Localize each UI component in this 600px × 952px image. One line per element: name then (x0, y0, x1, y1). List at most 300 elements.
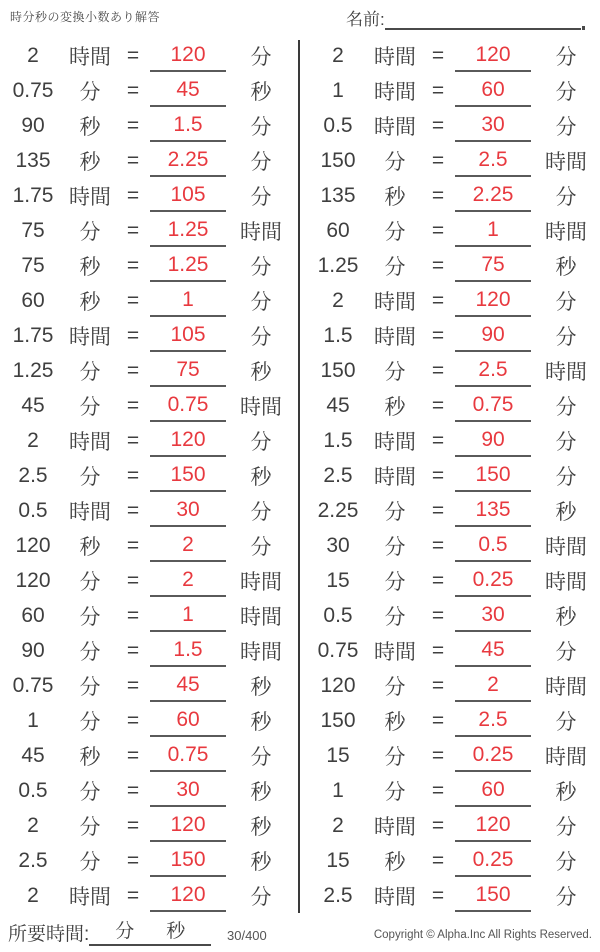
answer-value: 120 (455, 285, 531, 317)
equals-sign: = (126, 638, 140, 662)
problem-unit-from: 秒 (384, 710, 406, 734)
problem-unit-to: 分 (555, 290, 577, 314)
problem-unit-from: 分 (79, 395, 101, 419)
equals-sign: = (431, 813, 445, 837)
problem-row (4, 808, 299, 843)
problem-unit-to: 分 (250, 290, 272, 314)
problem-unit-to: 分 (555, 430, 577, 454)
equals-sign: = (431, 183, 445, 207)
equals-sign: = (126, 813, 140, 837)
answer-value: 2.5 (455, 145, 531, 177)
problems-area (0, 38, 600, 913)
equals-sign: = (126, 533, 140, 557)
problem-row (309, 598, 600, 633)
answer-value: 0.25 (455, 740, 531, 772)
problem-value: 1.25 (317, 253, 359, 277)
answer-value: 0.5 (455, 530, 531, 562)
problem-row (309, 73, 600, 108)
problem-value: 0.75 (317, 638, 359, 662)
problem-row (4, 528, 299, 563)
problem-value: 60 (21, 603, 45, 627)
equals-sign: = (431, 113, 445, 137)
answer-value: 135 (455, 495, 531, 527)
answer-value: 1.25 (150, 250, 226, 282)
answer-value: 1.5 (150, 110, 226, 142)
equals-sign: = (126, 708, 140, 732)
problem-unit-to: 分 (555, 185, 577, 209)
answer-value: 1 (455, 215, 531, 247)
problem-unit-to: 時間 (545, 675, 587, 699)
problem-unit-from: 分 (384, 535, 406, 559)
problem-value: 120 (15, 533, 51, 557)
problem-unit-to: 秒 (250, 80, 272, 104)
problem-unit-from: 時間 (374, 465, 416, 489)
problem-value: 2 (27, 813, 39, 837)
equals-sign: = (126, 43, 140, 67)
problem-row (4, 493, 299, 528)
problem-unit-to: 分 (250, 185, 272, 209)
problem-row (309, 878, 600, 913)
problem-unit-to: 時間 (240, 640, 282, 664)
problem-unit-to: 分 (555, 80, 577, 104)
answer-value: 90 (455, 320, 531, 352)
problem-unit-from: 分 (79, 360, 101, 384)
problems-column-right (299, 38, 600, 913)
answer-value: 2.25 (150, 145, 226, 177)
answer-value: 120 (150, 425, 226, 457)
page-title: 時分秒の変換小数あり解答 (10, 10, 161, 24)
problem-unit-to: 分 (250, 255, 272, 279)
problem-value: 15 (326, 568, 350, 592)
problem-value: 45 (21, 743, 45, 767)
problem-value: 15 (326, 848, 350, 872)
equals-sign: = (431, 393, 445, 417)
problem-row (4, 598, 299, 633)
answer-value: 60 (150, 705, 226, 737)
problem-row (4, 38, 299, 73)
answer-value: 150 (150, 845, 226, 877)
equals-sign: = (431, 148, 445, 172)
equals-sign: = (126, 218, 140, 242)
problem-unit-to: 分 (250, 885, 272, 909)
name-field (346, 5, 581, 30)
problem-unit-to: 秒 (250, 675, 272, 699)
answer-value: 60 (455, 75, 531, 107)
problem-value: 45 (21, 393, 45, 417)
second-unit-label: 秒 (166, 921, 186, 942)
problem-row (4, 423, 299, 458)
problem-unit-from: 分 (384, 745, 406, 769)
equals-sign: = (126, 393, 140, 417)
problem-unit-to: 時間 (545, 745, 587, 769)
problem-unit-from: 分 (384, 780, 406, 804)
problem-unit-from: 秒 (79, 535, 101, 559)
problem-value: 1 (332, 78, 344, 102)
problem-unit-to: 秒 (250, 780, 272, 804)
problem-row (309, 808, 600, 843)
equals-sign: = (431, 498, 445, 522)
problem-unit-from: 時間 (69, 325, 111, 349)
problem-unit-from: 秒 (384, 850, 406, 874)
equals-sign: = (126, 253, 140, 277)
equals-sign: = (431, 43, 445, 67)
problem-value: 0.75 (12, 78, 54, 102)
problem-row (4, 388, 299, 423)
problem-unit-to: 秒 (555, 780, 577, 804)
problem-value: 0.5 (323, 113, 353, 137)
problem-row (309, 248, 600, 283)
answer-value: 120 (150, 40, 226, 72)
problem-row (309, 458, 600, 493)
problem-value: 75 (21, 218, 45, 242)
answer-value: 45 (150, 670, 226, 702)
problem-unit-from: 時間 (374, 640, 416, 664)
problem-row (309, 773, 600, 808)
problems-column-left (0, 38, 299, 913)
problem-unit-from: 分 (384, 360, 406, 384)
problem-value: 135 (320, 183, 356, 207)
problem-unit-from: 分 (79, 80, 101, 104)
answer-value: 2 (150, 565, 226, 597)
problem-value: 1.75 (12, 183, 54, 207)
equals-sign: = (126, 288, 140, 312)
problem-unit-from: 時間 (69, 45, 111, 69)
problem-value: 2.5 (323, 883, 353, 907)
equals-sign: = (126, 183, 140, 207)
problem-value: 0.5 (18, 498, 48, 522)
elapsed-time-field (8, 916, 211, 946)
answer-value: 75 (455, 250, 531, 282)
problem-unit-to: 分 (555, 395, 577, 419)
problem-row (309, 213, 600, 248)
problem-unit-from: 秒 (384, 185, 406, 209)
problem-row (4, 283, 299, 318)
problem-row (4, 213, 299, 248)
problem-value: 45 (326, 393, 350, 417)
problem-unit-to: 秒 (250, 465, 272, 489)
problem-row (4, 703, 299, 738)
problem-unit-to: 分 (250, 45, 272, 69)
problem-unit-from: 秒 (79, 290, 101, 314)
problem-unit-from: 時間 (374, 815, 416, 839)
problem-unit-to: 秒 (250, 850, 272, 874)
answer-value: 75 (150, 355, 226, 387)
equals-sign: = (431, 743, 445, 767)
problem-unit-to: 分 (555, 45, 577, 69)
problem-value: 60 (326, 218, 350, 242)
problem-row (309, 283, 600, 318)
problem-row (309, 493, 600, 528)
problem-unit-from: 分 (384, 220, 406, 244)
elapsed-time-blank-line (89, 916, 211, 946)
answer-value: 105 (150, 180, 226, 212)
problem-unit-from: 時間 (374, 80, 416, 104)
problem-unit-from: 時間 (374, 290, 416, 314)
problem-unit-from: 時間 (69, 185, 111, 209)
problem-unit-from: 秒 (79, 115, 101, 139)
answer-value: 45 (150, 75, 226, 107)
problem-row (4, 773, 299, 808)
answer-value: 120 (455, 40, 531, 72)
equals-sign: = (126, 323, 140, 347)
equals-sign: = (431, 708, 445, 732)
answer-value: 1.5 (150, 635, 226, 667)
problem-value: 2 (27, 428, 39, 452)
problem-value: 2 (332, 43, 344, 67)
problem-value: 2 (332, 288, 344, 312)
equals-sign: = (431, 638, 445, 662)
problem-value: 90 (21, 638, 45, 662)
problem-unit-from: 分 (384, 605, 406, 629)
answer-value: 2 (150, 530, 226, 562)
problem-value: 0.5 (18, 778, 48, 802)
equals-sign: = (126, 498, 140, 522)
problem-value: 2.25 (317, 498, 359, 522)
equals-sign: = (126, 113, 140, 137)
problem-row (4, 633, 299, 668)
problem-unit-from: 時間 (374, 115, 416, 139)
problem-value: 150 (320, 708, 356, 732)
problem-value: 60 (21, 288, 45, 312)
answer-value: 105 (150, 320, 226, 352)
problem-unit-from: 分 (79, 850, 101, 874)
problem-value: 2.5 (323, 463, 353, 487)
problem-unit-from: 分 (79, 605, 101, 629)
equals-sign: = (126, 78, 140, 102)
problem-row (4, 318, 299, 353)
answer-value: 2 (455, 670, 531, 702)
answer-value: 2.5 (455, 355, 531, 387)
problem-value: 120 (320, 673, 356, 697)
answer-value: 120 (150, 880, 226, 912)
name-line-end-tick (582, 26, 585, 30)
answer-value: 150 (455, 460, 531, 492)
answer-value: 60 (455, 775, 531, 807)
problem-row (4, 353, 299, 388)
copyright-notice: Copyright © Alpha.Inc All Rights Reserved. (373, 929, 592, 941)
problem-unit-from: 秒 (384, 395, 406, 419)
problem-row (309, 38, 600, 73)
answer-value: 150 (150, 460, 226, 492)
problem-row (309, 353, 600, 388)
equals-sign: = (431, 603, 445, 627)
problem-unit-to: 分 (250, 535, 272, 559)
problem-unit-to: 分 (250, 430, 272, 454)
problem-unit-to: 分 (250, 500, 272, 524)
answer-value: 30 (150, 495, 226, 527)
problem-unit-from: 分 (79, 675, 101, 699)
problem-unit-from: 秒 (79, 150, 101, 174)
name-label: 名前: (346, 10, 385, 29)
problem-unit-to: 秒 (250, 815, 272, 839)
problem-row (309, 633, 600, 668)
answer-value: 90 (455, 425, 531, 457)
equals-sign: = (126, 463, 140, 487)
equals-sign: = (126, 428, 140, 452)
problem-value: 15 (326, 743, 350, 767)
problem-unit-from: 時間 (374, 885, 416, 909)
problem-value: 1.25 (12, 358, 54, 382)
problem-value: 1 (332, 778, 344, 802)
equals-sign: = (431, 323, 445, 347)
problem-unit-from: 時間 (69, 500, 111, 524)
problem-value: 150 (320, 358, 356, 382)
problem-row (4, 668, 299, 703)
elapsed-time-label: 所要時間: (8, 924, 90, 945)
problem-unit-to: 時間 (545, 150, 587, 174)
problem-value: 0.5 (323, 603, 353, 627)
problem-unit-to: 分 (555, 115, 577, 139)
equals-sign: = (126, 568, 140, 592)
problem-row (309, 108, 600, 143)
answer-value: 0.25 (455, 565, 531, 597)
equals-sign: = (126, 743, 140, 767)
equals-sign: = (126, 148, 140, 172)
problem-row (4, 878, 299, 913)
problem-unit-to: 時間 (240, 570, 282, 594)
equals-sign: = (431, 288, 445, 312)
answer-value: 45 (455, 635, 531, 667)
problem-row (4, 73, 299, 108)
problem-value: 1 (27, 708, 39, 732)
problem-row (4, 248, 299, 283)
problem-unit-to: 分 (555, 885, 577, 909)
answer-value: 0.75 (150, 390, 226, 422)
answer-value: 30 (455, 600, 531, 632)
problem-unit-from: 時間 (374, 430, 416, 454)
equals-sign: = (431, 673, 445, 697)
answer-value: 0.25 (455, 845, 531, 877)
problem-row (4, 108, 299, 143)
problem-row (309, 843, 600, 878)
equals-sign: = (431, 463, 445, 487)
minute-unit-label: 分 (115, 921, 135, 942)
equals-sign: = (126, 603, 140, 627)
problem-row (309, 143, 600, 178)
problem-unit-from: 時間 (69, 430, 111, 454)
equals-sign: = (126, 673, 140, 697)
answer-value: 0.75 (455, 390, 531, 422)
problem-row (309, 563, 600, 598)
problem-row (309, 388, 600, 423)
problem-unit-from: 分 (79, 815, 101, 839)
problem-unit-to: 時間 (545, 535, 587, 559)
problem-unit-from: 分 (384, 150, 406, 174)
equals-sign: = (431, 778, 445, 802)
answer-value: 1.25 (150, 215, 226, 247)
problem-value: 2.5 (18, 848, 48, 872)
equals-sign: = (431, 533, 445, 557)
answer-value: 1 (150, 600, 226, 632)
problem-unit-to: 時間 (240, 605, 282, 629)
problem-row (4, 143, 299, 178)
answer-value: 120 (455, 810, 531, 842)
problem-row (4, 458, 299, 493)
problem-value: 75 (21, 253, 45, 277)
answer-value: 2.5 (455, 705, 531, 737)
answer-value: 30 (455, 110, 531, 142)
problem-unit-to: 秒 (555, 255, 577, 279)
answer-value: 0.75 (150, 740, 226, 772)
problem-unit-to: 分 (555, 640, 577, 664)
problem-row (309, 703, 600, 738)
problem-unit-from: 時間 (374, 325, 416, 349)
problem-value: 150 (320, 148, 356, 172)
problem-row (309, 318, 600, 353)
problem-unit-from: 分 (384, 675, 406, 699)
problem-unit-to: 分 (555, 325, 577, 349)
problem-value: 120 (15, 568, 51, 592)
problem-unit-from: 分 (79, 220, 101, 244)
problem-value: 1.5 (323, 323, 353, 347)
problem-unit-to: 秒 (555, 605, 577, 629)
problem-unit-from: 分 (79, 465, 101, 489)
problem-unit-from: 分 (384, 570, 406, 594)
problem-unit-to: 分 (250, 325, 272, 349)
problem-unit-to: 分 (555, 465, 577, 489)
problem-unit-to: 秒 (555, 500, 577, 524)
problem-value: 1.5 (323, 428, 353, 452)
problem-row (309, 178, 600, 213)
answer-value: 150 (455, 880, 531, 912)
problem-row (309, 738, 600, 773)
problem-unit-from: 分 (384, 500, 406, 524)
problem-unit-to: 時間 (240, 395, 282, 419)
problem-unit-from: 分 (79, 710, 101, 734)
problem-unit-to: 分 (250, 115, 272, 139)
problem-value: 90 (21, 113, 45, 137)
problem-value: 2 (27, 883, 39, 907)
problem-unit-from: 時間 (69, 885, 111, 909)
problem-row (309, 423, 600, 458)
name-input-line (385, 9, 581, 30)
problem-row (4, 563, 299, 598)
problem-value: 30 (326, 533, 350, 557)
problem-value: 2.5 (18, 463, 48, 487)
equals-sign: = (431, 428, 445, 452)
problem-value: 0.75 (12, 673, 54, 697)
problem-row (4, 738, 299, 773)
answer-value: 30 (150, 775, 226, 807)
problem-value: 135 (15, 148, 51, 172)
equals-sign: = (431, 358, 445, 382)
problem-unit-to: 分 (555, 850, 577, 874)
problem-unit-to: 分 (555, 710, 577, 734)
problem-unit-from: 分 (384, 255, 406, 279)
equals-sign: = (431, 253, 445, 277)
problem-unit-to: 秒 (250, 360, 272, 384)
problem-unit-to: 秒 (250, 710, 272, 734)
problem-unit-from: 分 (79, 780, 101, 804)
answer-value: 1 (150, 285, 226, 317)
problem-unit-to: 時間 (545, 360, 587, 384)
problem-row (309, 528, 600, 563)
equals-sign: = (126, 848, 140, 872)
problem-unit-to: 分 (250, 150, 272, 174)
problem-unit-to: 時間 (240, 220, 282, 244)
equals-sign: = (431, 568, 445, 592)
problem-value: 2 (332, 813, 344, 837)
problem-unit-from: 時間 (374, 45, 416, 69)
problem-value: 2 (27, 43, 39, 67)
equals-sign: = (431, 883, 445, 907)
problem-row (4, 178, 299, 213)
problem-unit-from: 秒 (79, 255, 101, 279)
problem-unit-from: 分 (79, 570, 101, 594)
equals-sign: = (126, 883, 140, 907)
answer-value: 2.25 (455, 180, 531, 212)
equals-sign: = (431, 218, 445, 242)
